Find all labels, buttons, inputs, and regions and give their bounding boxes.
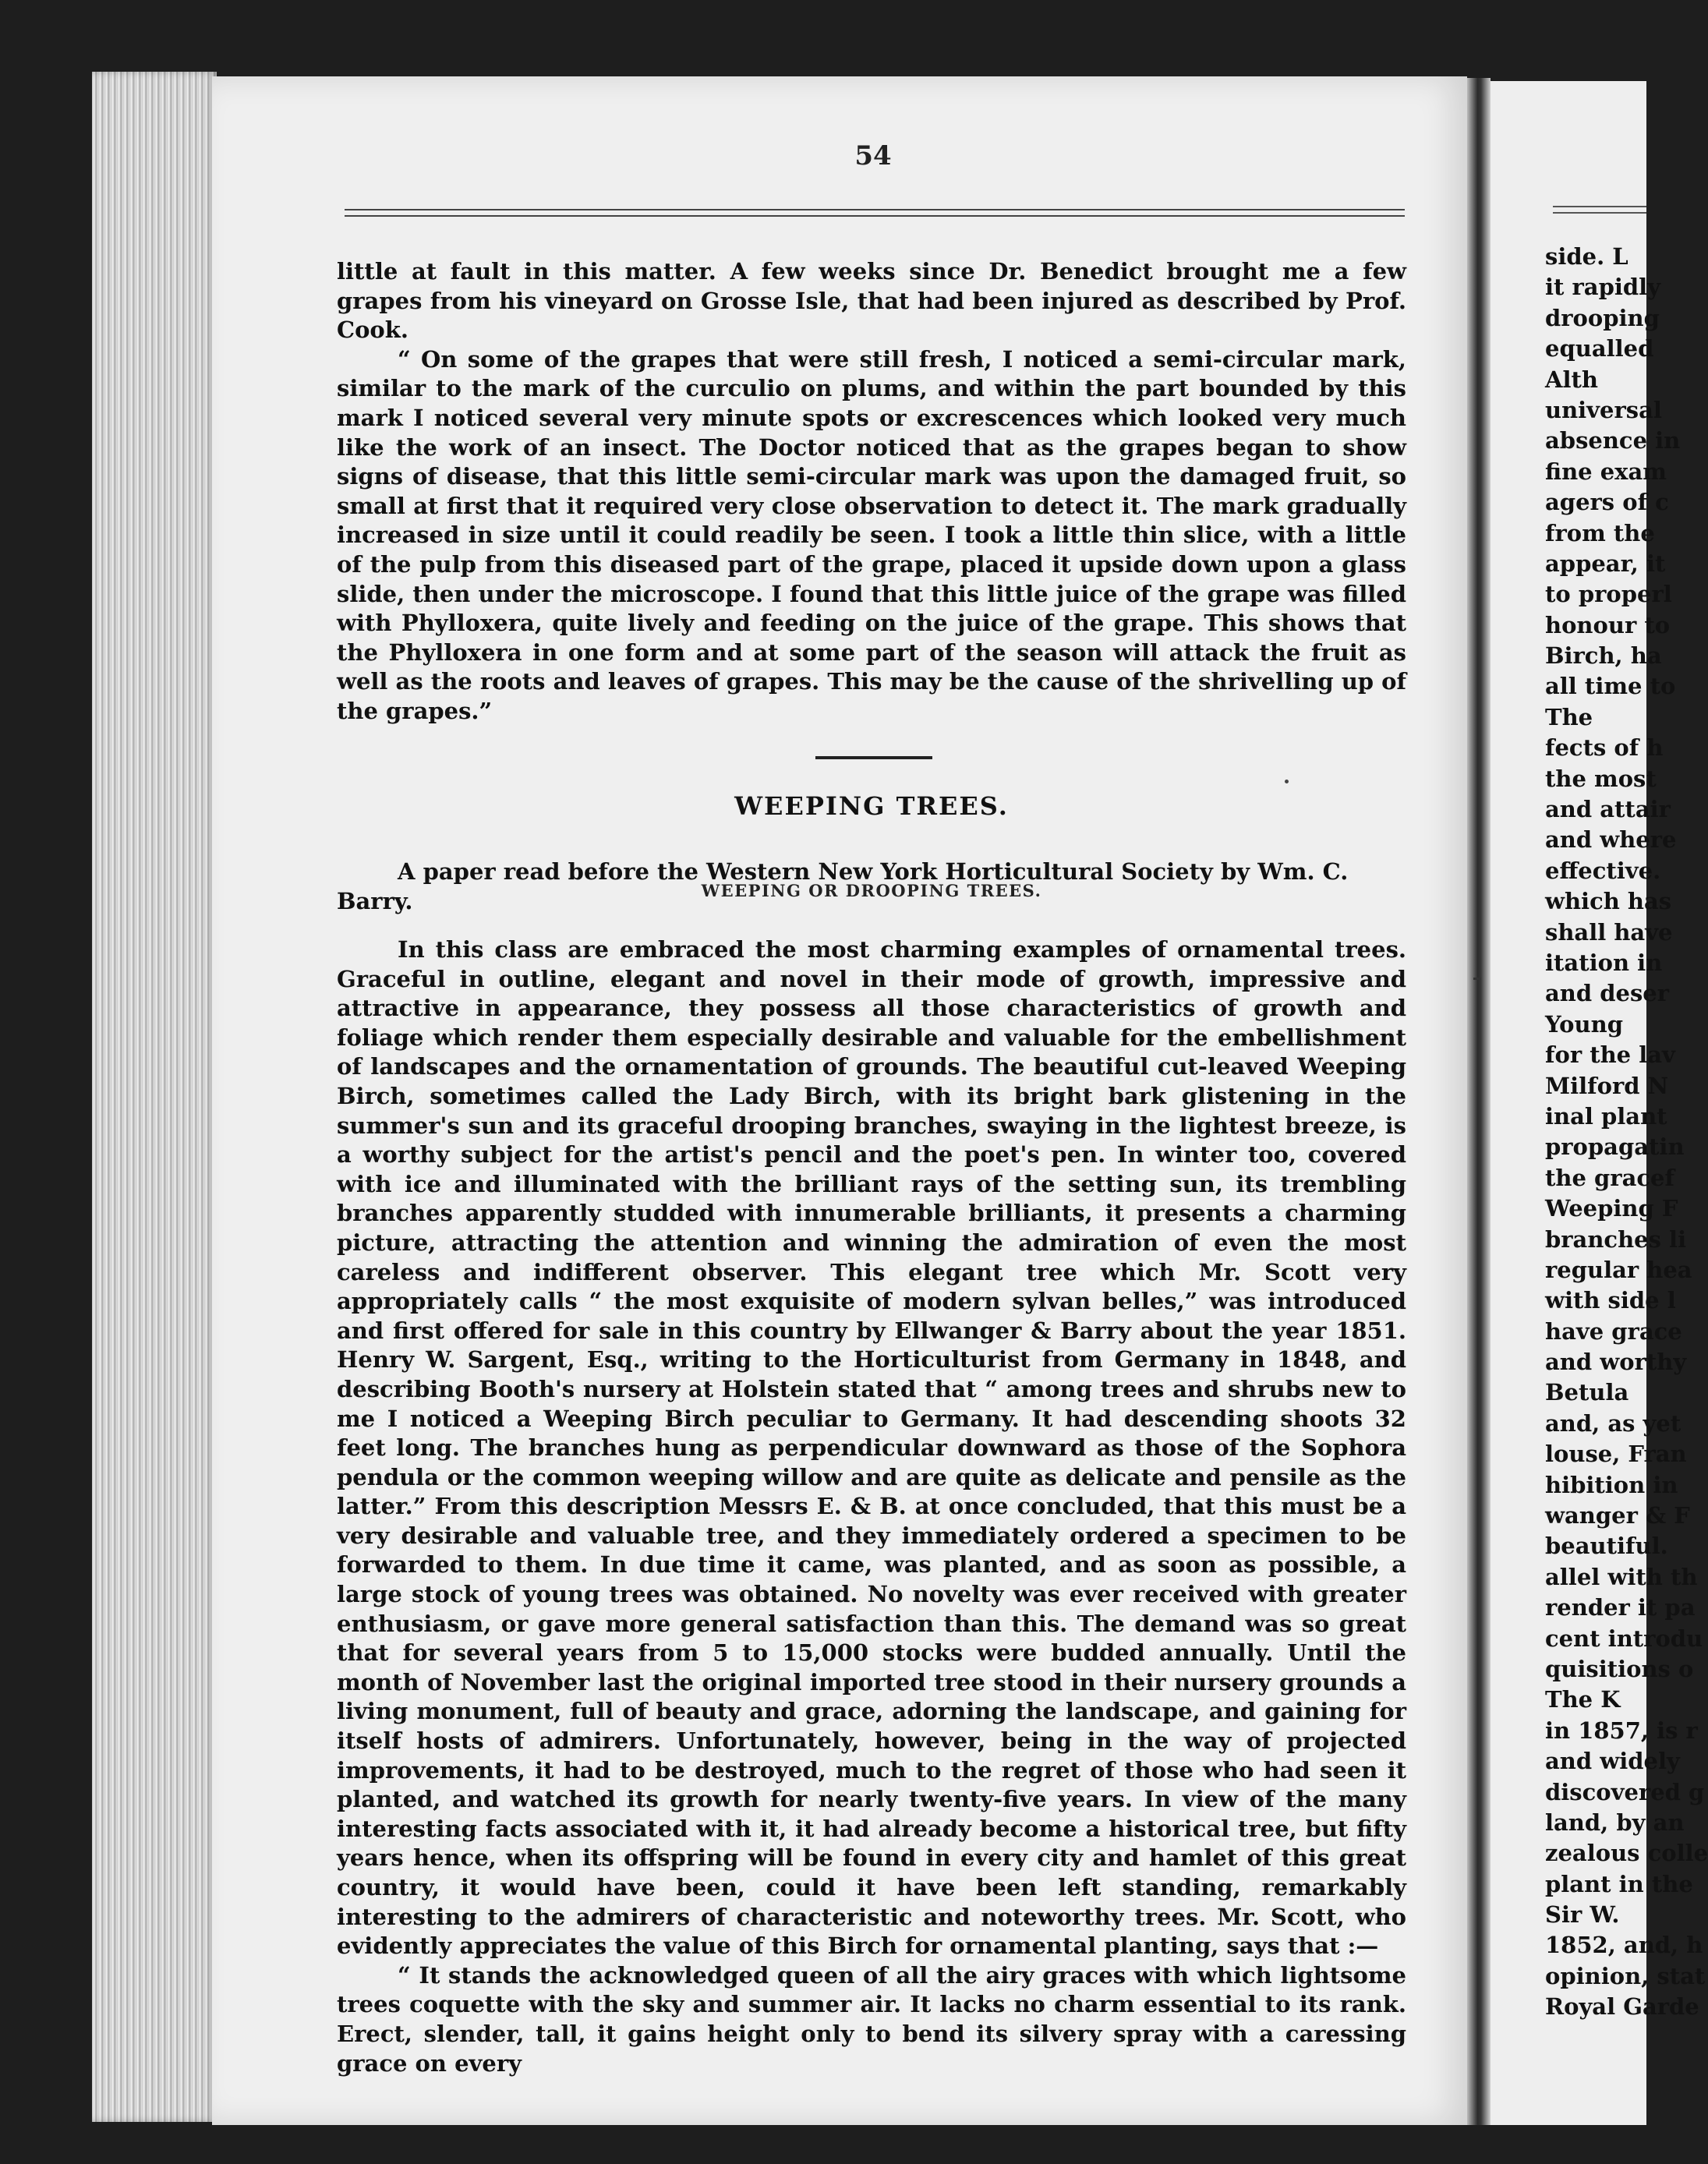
right-page-line: Birch, ha	[1545, 642, 1662, 670]
right-page-line: regular hea	[1545, 1256, 1692, 1283]
main-text-block	[337, 935, 1406, 2078]
right-page-line: discovered g	[1545, 1778, 1705, 1805]
right-page-line: 1852, and, h	[1545, 1932, 1703, 1959]
right-page-line: the gracef	[1545, 1164, 1674, 1191]
header-rule	[345, 209, 1405, 210]
right-page-line: The K	[1545, 1686, 1621, 1713]
right-page-line: side. L	[1545, 243, 1628, 270]
right-page-line: honour to	[1545, 611, 1671, 638]
right-page-line: and attair	[1545, 796, 1671, 823]
byline-text: A paper read before the Western New York Horticultural Society by Wm. C. Barry.	[337, 858, 1349, 914]
right-page-line: the most	[1545, 765, 1657, 792]
right-page-line: agers of c	[1545, 489, 1669, 516]
book-gutter	[1467, 78, 1491, 2125]
subsection-title: WEEPING OR DROOPING TREES.	[701, 881, 1042, 900]
right-page-line: Weeping F	[1545, 1195, 1678, 1222]
right-page-line: for the lav	[1545, 1041, 1675, 1069]
right-page-line: itation in	[1545, 949, 1663, 976]
right-page-line: plant in the	[1545, 1870, 1693, 1897]
right-page-line: from the	[1545, 519, 1655, 546]
right-page-line: Royal Garde	[1545, 1993, 1699, 2021]
right-page-text	[1545, 242, 1708, 2023]
right-page-line: allel with th	[1545, 1563, 1698, 1590]
right-page-line: universal	[1545, 396, 1662, 423]
right-page-line: opinion, stat	[1545, 1962, 1706, 1989]
right-page-line: appear, it	[1545, 550, 1666, 577]
right-page-line: with side l	[1545, 1287, 1676, 1314]
right-page-line: have grace	[1545, 1317, 1682, 1345]
margin-mark	[1473, 978, 1481, 980]
right-page-line: The	[1545, 703, 1593, 730]
right-page-line: fects of h	[1545, 734, 1664, 762]
section-title: WEEPING TREES.	[734, 791, 1009, 821]
ink-dot	[1285, 780, 1289, 783]
right-page-line: branches li	[1545, 1225, 1687, 1253]
paragraph: “ On some of the grapes that were still fresh, I noticed a semi-circular mark, similar to the mark of the curculio on plums, and within the part bounded by this mark I noticed several very minute spots or excrescences which looked very much like the work of an insect. The Doctor noticed that as the grapes began to show signs of disease, that this little semi-circular mark was upon the damaged fruit, so small at first that it required very close observation to detect it. The mark gradually increased in size until it could readily be seen. I took a little thin slice, with a little of the pulp from this diseased part of the grape, placed it upside down upon a glass slide, then under the microscope. I found that this little juice of the grape was filled with Phylloxera, quite lively and feeding on the juice of the grape. This shows that the Phylloxera in one form and at some part of the season will attack the fruit as well as the roots and leaves of grapes. This may be the cause of the shrivelling up of the grapes.”	[337, 345, 1406, 724]
right-header-rule-double	[1553, 212, 1646, 214]
right-page-line: it rapidly	[1545, 274, 1661, 301]
right-header-rule	[1553, 206, 1646, 207]
section-divider	[815, 756, 932, 759]
right-page-line: render it pa	[1545, 1594, 1696, 1621]
right-page-line: which has	[1545, 888, 1672, 915]
right-page-line: and worthy	[1545, 1349, 1687, 1376]
page-edges	[92, 72, 217, 2122]
right-page-line: to properl	[1545, 581, 1672, 608]
right-page-line: effective.	[1545, 857, 1661, 884]
right-page-line: and, as yet	[1545, 1409, 1681, 1437]
right-page-line: and deser	[1545, 980, 1670, 1007]
paragraph: “ It stands the acknowledged queen of all the airy graces with which lightsome trees coquette with the sky and summer air. It lacks no charm essential to its rank. Erect, slender, tall, it gains height only to bend its silvery spray with a caressing grace on every	[337, 1961, 1406, 2077]
right-page-line: shall have	[1545, 918, 1673, 946]
right-page-line: all time to	[1545, 673, 1676, 700]
right-page-line: propagatin	[1545, 1133, 1685, 1161]
right-page-line: Sir W.	[1545, 1901, 1620, 1929]
right-page-line: and where	[1545, 826, 1677, 854]
right-page-line: Betula	[1545, 1379, 1629, 1406]
right-page-line: equalled	[1545, 335, 1654, 362]
right-page-line: absence in	[1545, 427, 1681, 454]
page-number: 54	[854, 140, 892, 171]
right-page-line: land, by an	[1545, 1809, 1685, 1836]
right-page-line: Milford N	[1545, 1072, 1669, 1099]
right-page-line: inal plant	[1545, 1102, 1667, 1130]
paragraph: little at fault in this matter. A few weeks since Dr. Benedict brought me a few grapes from his vineyard on Grosse Isle, that had been injured as described by Prof. Cook.	[337, 258, 1406, 344]
right-page-line: louse, Fran	[1545, 1441, 1687, 1468]
right-page-line: hibition in	[1545, 1471, 1678, 1498]
right-page-line: drooping	[1545, 304, 1660, 331]
right-page-line: Alth	[1545, 366, 1598, 393]
right-page-line: Young	[1545, 1010, 1623, 1038]
right-page-line: and widely	[1545, 1748, 1680, 1775]
right-page-line: fine exam	[1545, 458, 1667, 485]
top-text-block	[337, 257, 1406, 727]
header-rule-double	[345, 215, 1405, 217]
right-page-line: wanger & F	[1545, 1502, 1690, 1529]
right-page-line: quisitions o	[1545, 1655, 1694, 1682]
paragraph: In this class are embraced the most charming examples of ornamental trees. Graceful in outline, elegant and novel in their mode of growth, impressive and attractive in appearance, they possess all those characteristics of growth and foliage which render them especially desirable and valuable for the embellishment of landscapes and the ornamentation of grounds. The beautiful cut-leaved Weeping Birch, sometimes called the Lady Birch, with its bright bark glistening in the summer's sun and its graceful drooping branches, swaying in the lightest breeze, is a worthy subject for the artist's pencil and the poet's pen. In winter too, covered with ice and illuminated with the brilliant rays of the setting sun, its trembling branches apparently studded with innumerable brilliants, it presents a charming picture, attracting the attention and winning the admiration of even the most careless and indifferent observer. This elegant tree which Mr. Scott very appropriately calls “ the most exquisite of modern sylvan belles,” was introduced and first offered for sale in this country by Ellwanger & Barry about the year 1851. Henry W. Sargent, Esq., writing to the Horticulturist from Germany in 1848, and describing Booth's nursery at Holstein stated that “ among trees and shrubs new to me I noticed a Weeping Birch peculiar to Germany. It had descending shoots 32 feet long. The branches hung as perpendicular downward as those of the Sophora pendula or the common weeping willow and are quite as delicate and pensile as the latter.” From this description Messrs E. & B. at once concluded, that this must be a very desirable and valuable tree, and they immediately ordered a specimen to be forwarded to them. In due time it came, was planted, and as soon as possible, a large stock of young trees was obtained. No novelty was ever received with greater enthusiasm, or gave more general satisfaction than this. The demand was so great that for several years from 5 to 15,000 stocks were budded annually. Until the month of November last the original imported tree stood in their nursery grounds a living monument, full of beauty and grace, adorning the landscape, and gaining for itself hosts of admirers. Unfortunately, however, being in the way of projected improvements, it had to be destroyed, much to the regret of those who had seen it planted, and watched its growth for nearly twenty-five years. In view of the many interesting facts associated with it, it had already become a historical tree, but fifty years hence, when its offspring will be found in every city and hamlet of this great country, it would have been, could it have been left standing, remarkably interesting to the admirers of characteristic and noteworthy trees. Mr. Scott, who evidently appreciates the value of this Birch for ornamental planting, says that :—	[337, 936, 1406, 1960]
right-page-line: zealous colle	[1545, 1840, 1708, 1867]
right-page-line: beautiful.	[1545, 1533, 1668, 1560]
right-page-line: cent introdu	[1545, 1625, 1703, 1652]
right-page-line: in 1857, is r	[1545, 1717, 1698, 1744]
